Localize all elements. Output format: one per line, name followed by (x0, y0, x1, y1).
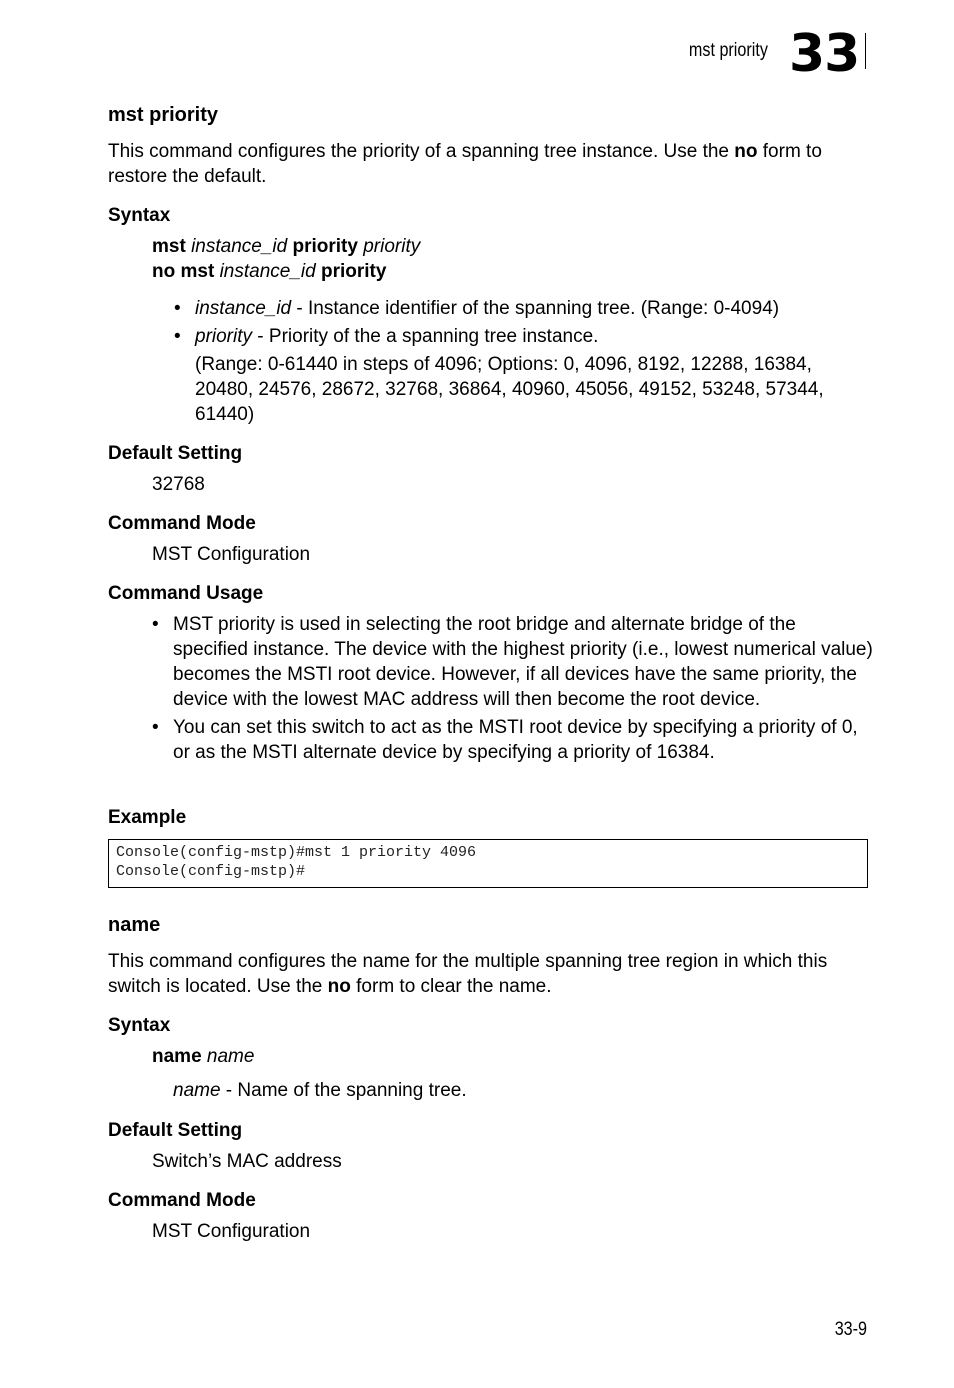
bullet: • (174, 298, 181, 319)
syntax-keyword: priority (292, 236, 358, 257)
description-text: This command configures the name for the multiple spanning tree region in which this switch is located. Use the (108, 951, 828, 997)
bullet: • (152, 717, 159, 738)
command-title-name: name (108, 914, 161, 936)
bullet: • (152, 614, 159, 635)
description-text: form to restore the default. (108, 141, 822, 187)
parameter-description: - Name of the spanning tree. (220, 1080, 467, 1101)
syntax-keyword: no mst (152, 261, 215, 282)
parameter-description: - Priority of the a spanning tree instance. (252, 326, 599, 347)
command-title-mst-priority: mst priority (108, 104, 219, 126)
syntax-heading: Syntax (108, 205, 171, 226)
description-text: form to clear the name. (350, 976, 552, 997)
page-number: 33-9 (834, 1319, 867, 1340)
list-item (152, 715, 873, 765)
parameter-description: - Instance identifier of the spanning tree. (Range: 0-4094) (291, 298, 780, 319)
example-heading: Example (108, 807, 187, 828)
list-item (174, 296, 875, 321)
no-keyword: no (734, 141, 758, 162)
parameter-name: name (173, 1080, 221, 1101)
syntax-argument: instance_id (219, 261, 316, 282)
syntax-keyword: mst (152, 236, 186, 257)
description-text: This command configures the priority of a spanning tree instance. Use the (108, 141, 735, 162)
default-setting-value: Switch’s MAC address (152, 1151, 342, 1172)
usage-text: You can set this switch to act as the MSTI root device by specifying a priority of 0, or as the MSTI alternate device by specifying a priority of 16384. (173, 717, 858, 763)
default-setting-heading: Default Setting (108, 443, 243, 464)
command-mode-heading: Command Mode (108, 1190, 256, 1211)
syntax-argument: name (206, 1046, 255, 1067)
syntax-keyword: name (152, 1046, 202, 1067)
command-mode-value: MST Configuration (152, 1221, 311, 1242)
no-keyword: no (327, 976, 351, 997)
priority-range: (Range: 0-61440 in steps of 4096; Options: 0, 4096, 8192, 12288, 16384, 20480, 24576, 28672, 32768, 36864, 40960, 45056, 49152, 53248, 57344, 61440) (195, 354, 824, 425)
code-line: Console(config-mstp)# (116, 863, 306, 880)
syntax-line (152, 1044, 254, 1069)
running-header: mst priority (689, 40, 768, 61)
parameter-name: instance_id (195, 298, 292, 319)
default-setting-heading: Default Setting (108, 1120, 243, 1141)
usage-list (152, 612, 873, 765)
bullet: • (174, 326, 181, 347)
mst-priority-description (108, 139, 868, 189)
list-item (174, 324, 875, 349)
command-usage-heading: Command Usage (108, 583, 264, 604)
syntax-heading: Syntax (108, 1015, 171, 1036)
code-line: Console(config-mstp)#mst 1 priority 4096 (116, 844, 477, 861)
syntax-argument: priority (363, 236, 421, 257)
usage-text: MST priority is used in selecting the root bridge and alternate bridge of the specified instance. The device with the highest priority (i.e., lowest numerical value) becomes the MSTI root device. However, if all devices have the same priority, the device with the lowest MAC address will then become the root device. (173, 614, 873, 710)
syntax-argument: instance_id (191, 236, 288, 257)
name-description (108, 949, 868, 999)
name-parameter (173, 1078, 467, 1103)
chapter-number: 33 (789, 24, 860, 84)
example-code-block (108, 839, 868, 888)
syntax-line-2 (152, 259, 386, 284)
command-mode-heading: Command Mode (108, 513, 256, 534)
syntax-keyword: priority (320, 261, 387, 282)
command-mode-value: MST Configuration (152, 544, 311, 565)
default-setting-value: 32768 (152, 474, 205, 495)
chapter-rule (865, 33, 866, 69)
parameter-name: priority (195, 326, 253, 347)
syntax-line-1 (152, 234, 420, 259)
parameter-list (174, 296, 875, 349)
list-item (152, 612, 873, 712)
